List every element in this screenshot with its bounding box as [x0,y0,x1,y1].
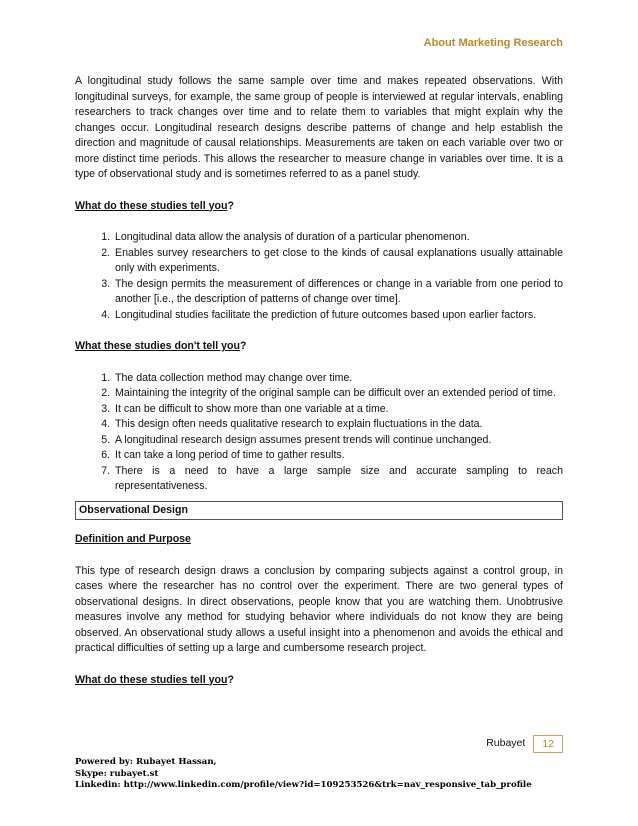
page-number: 12 [533,735,563,753]
list-item: 4. Longitudinal studies facilitate the prediction of future outcomes based upon earlier factors. [113,308,563,324]
intro-paragraph: A longitudinal study follows the same sample over time and makes repeated observations. With longitudinal surveys, for example, the same group of people is interviewed at regular intervals, enabling researchers to track changes over time and to relate them to variables that might explain why the changes occur. Longitudinal research designs describe patterns of change and help establish the direction and magnitude of causal relationships. Measurements are taken on each variable over two or more distinct time periods. This allows the researcher to measure change in variables over time. It is a type of observational study and is sometimes referred to as a panel study. [75,75,563,180]
observational-design-box: Observational Design [75,501,563,521]
list-item: 7. There is a need to have a large sample size and accurate sampling to reach representativeness. [113,464,563,495]
section-heading-dont-tell-suffix: ? [239,340,247,352]
linkedin-line[interactable]: Linkedin: http://www.linkedin.com/profile/view?id=109253526&trk=nav_responsive_tab_profile [75,780,532,790]
section-heading-dont-tell-text: What these studies don't tell you [75,340,240,352]
list-item: 2. Enables survey researchers to get close to the kinds of causal explanations usually attainable only with experiments. [113,246,563,277]
list-item: 5. A longitudinal research design assumes present trends will continue unchanged. [113,433,563,449]
footer-author: Rubayet [486,737,526,749]
section-heading-tell-2-text: What do these studies tell you [75,673,228,686]
running-header: About Marketing Research [423,37,563,49]
powered-by-line: Powered by: Rubayet Hassan, [75,757,217,767]
list-item: 1. Longitudinal data allow the analysis of duration of a particular phenomenon. [113,230,563,246]
list-item: 2. Maintaining the integrity of the original sample can be difficult over an extended period of time. [113,386,563,402]
signature-block [75,757,532,792]
list-item: 6. It can take a long period of time to gather results. [113,448,563,464]
section-heading-tell-2 [75,673,563,689]
definition-heading-text: Definition and Purpose [75,533,191,545]
list-item: 1. The data collection method may change over time. [113,371,563,387]
section-heading-tell-text: What do these studies tell you [75,199,228,212]
section-heading-tell [75,199,563,215]
page-footer [486,735,563,753]
definition-heading [75,532,563,548]
list-item: 3. The design permits the measurement of differences or change in a variable from one period to another [i.e., the description of patterns of change over time]. [113,277,563,308]
section-heading-tell-suffix: ? [227,199,234,212]
dont-tell-list [75,371,563,495]
page-body [75,74,563,688]
definition-paragraph: This type of research design draws a conclusion by comparing subjects against a control group, in cases where the researcher has no control over the experiment. There are two general types of observational designs. In direct observations, people know that you are watching them. Unobtrusive measures involve any method for studying behavior where individuals do not know they are being observed. An observational study allows a useful insight into a phenomenon and avoids the ethical and practical difficulties of setting up a large and cumbersome research project. [75,564,563,654]
list-item: 4. This design often needs qualitative research to explain fluctuations in the data. [113,417,563,433]
skype-line: Skype: rubayet.st [75,768,159,779]
list-item: 3. It can be difficult to show more than one variable at a time. [113,402,563,418]
tell-list [75,230,563,323]
section-heading-dont-tell [75,339,563,355]
section-heading-tell-2-suffix: ? [227,673,234,686]
